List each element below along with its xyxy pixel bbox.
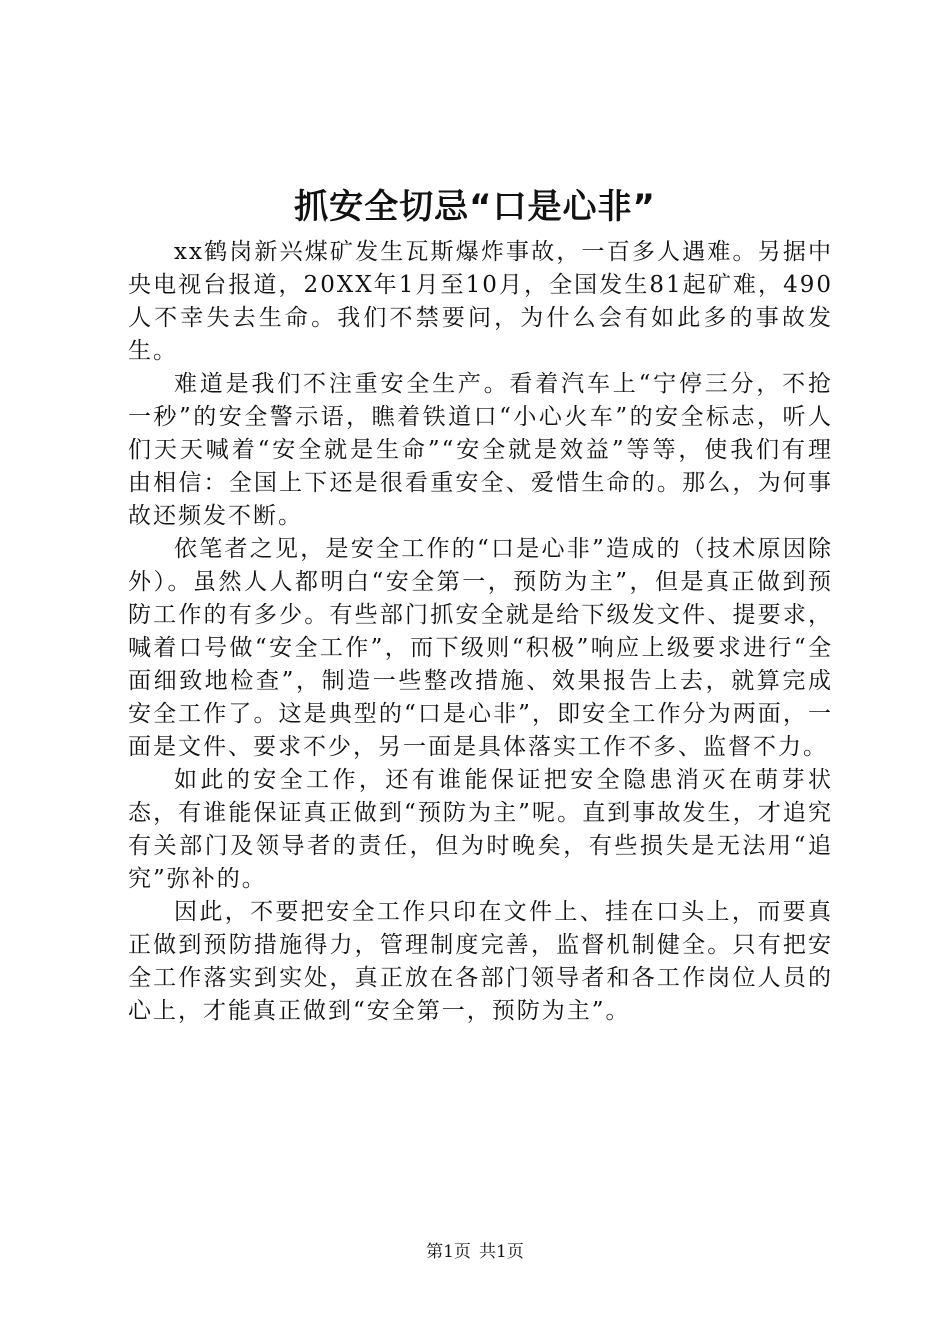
document-body — [128, 236, 833, 1028]
page-title: 抓安全切忌“口是心非” — [294, 187, 656, 227]
paragraph-1: xx鹤岗新兴煤矿发生瓦斯爆炸事故，一百多人遇难。另据中央电视台报道，20XX年1月至10月，全国发生81起矿难，490人不幸失去生命。我们不禁要问，为什么会有如此多的事故发生。 — [128, 239, 833, 364]
page-footer — [0, 1240, 950, 1264]
paragraph-4: 如此的安全工作，还有谁能保证把安全隐患消灭在萌芽状态，有谁能保证真正做到“预防为主”呢。直到事故发生，才追究有关部门及领导者的责任，但为时晚矣，有些损失是无法用“追究”弥补的。 — [128, 767, 833, 892]
paragraph-5: 因此，不要把安全工作只印在文件上、挂在口头上，而要真正做到预防措施得力，管理制度完善，监督机制健全。只有把安全工作落实到实处，真正放在各部门领导者和各工作岗位人员的心上，才能真正做到“安全第一，预防为主”。 — [128, 899, 833, 1024]
page-number: 第1页 — [426, 1242, 471, 1262]
paragraph-2: 难道是我们不注重安全生产。看着汽车上“宁停三分，不抢一秒”的安全警示语，瞧着铁道口“小心火车”的安全标志，听人们天天喊着“安全就是生命”“安全就是效益”等等，使我们有理由相信：全国上下还是很看重安全、爱惜生命的。那么，为何事故还频发不断。 — [128, 371, 833, 529]
page-total: 共1页 — [479, 1242, 524, 1262]
paragraph-3: 依笔者之见，是安全工作的“口是心非”造成的（技术原因除外）。虽然人人都明白“安全第一，预防为主”，但是真正做到预防工作的有多少。有些部门抓安全就是给下级发文件、提要求，喊着口号做“安全工作”，而下级则“积极”响应上级要求进行“全面细致地检查”，制造一些整改措施、效果报告上去，就算完成安全工作了。这是典型的“口是心非”，即安全工作分为两面，一面是文件、要求不少，另一面是具体落实工作不多、监督不力。 — [128, 536, 833, 760]
